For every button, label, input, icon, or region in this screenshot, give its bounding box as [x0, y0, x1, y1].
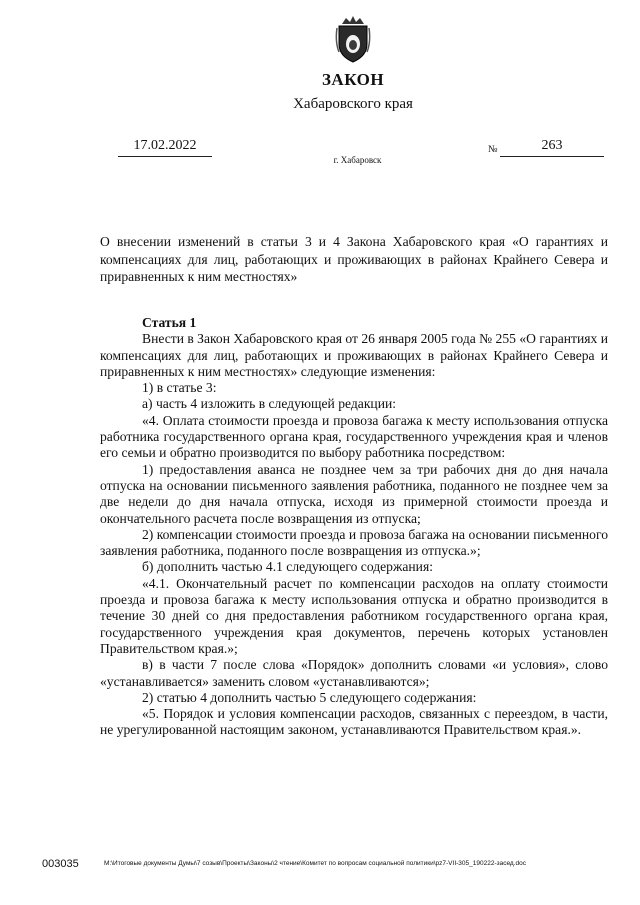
document-city: г. Хабаровск: [333, 155, 382, 165]
document-number: 263: [500, 138, 604, 157]
paragraph: 1) в статье 3:: [142, 380, 217, 396]
paragraph: «5. Порядок и условия компенсации расходов, связанных с переездом, в части, не урегулированной настоящим законом, устанавливаются Правительством края.».: [100, 706, 608, 738]
document-date: 17.02.2022: [118, 138, 212, 157]
document-title: ЗАКОН: [321, 70, 385, 89]
document-subtitle: Хабаровского края: [293, 96, 413, 112]
footer-file-path: M:\Итоговые документы Думы\7 созыв\Проекты\Законы\2 чтение\Комитет по вопросам социальной политики\pz7-VII-305_190222-засед.doc: [104, 860, 527, 867]
paragraph: 2) компенсации стоимости проезда и провоза багажа на основании письменного заявления работника, поданного после возвращения из отпуска.»;: [100, 526, 608, 559]
coat-of-arms-icon: [334, 14, 372, 64]
paragraph: Внести в Закон Хабаровского края от 26 января 2005 года № 255 «О гарантиях и компенсациях для лиц, работающих и проживающих в районах Крайнего Севера и приравненных к ним местностях» следующие изменения:: [100, 331, 608, 379]
paragraph: 1) предоставления аванса не позднее чем за три рабочих дня до дня начала отпуска на основании письменного заявления работника, поданного не позднее чем за две недели до дня начала отпуска, исходя из примерной стоимости проезда и окончательного расчета после возвращения из отпуска;: [100, 461, 608, 526]
paragraph: «4. Оплата стоимости проезда и провоза багажа к месту использования отпуска работника государственного органа края, государственного учреждения края и членов его семьи и обратно производится по выбору работника посредством:: [100, 412, 608, 461]
law-heading: О внесении изменений в статьи 3 и 4 Закона Хабаровского края «О гарантиях и компенсациях для лиц, работающих и проживающих в районах Крайнего Севера и приравненных к ним местностях»: [100, 234, 608, 284]
paragraph: в) в части 7 после слова «Порядок» дополнить словами «и условия», слово «устанавливается» заменить словом «устанавливаются»;: [100, 657, 608, 689]
paragraph: «4.1. Окончательный расчет по компенсации расходов на оплату стоимости проезда и провоза багажа к месту использования отпуска и обратно производится в течение 30 дней со дня предоставления работником государственного органа края, государственного учреждения края документов, перечень которых установлен Правительством края.»;: [100, 575, 608, 656]
paragraph: б) дополнить частью 4.1 следующего содержания:: [142, 559, 433, 575]
paragraph: 2) статью 4 дополнить частью 5 следующего содержания:: [142, 689, 477, 705]
footer-code: 003035: [42, 858, 79, 870]
article-title: Статья 1: [142, 315, 197, 330]
article-body: [100, 315, 608, 739]
paragraph: а) часть 4 изложить в следующей редакции:: [142, 396, 397, 412]
number-label: №: [488, 144, 498, 155]
